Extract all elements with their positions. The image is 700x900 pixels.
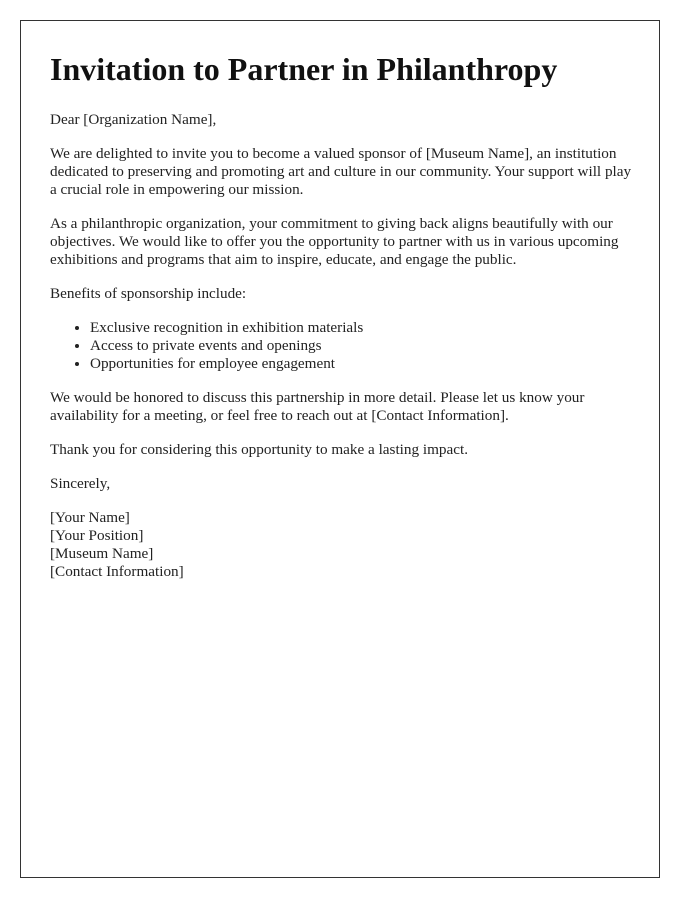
benefit-item: • Exclusive recognition in exhibition materials	[90, 319, 640, 337]
benefits-intro: Benefits of sponsorship include:	[50, 285, 247, 302]
salutation: Dear [Organization Name],	[50, 111, 217, 128]
signature-contact: [Contact Information]	[50, 563, 184, 580]
benefits-list	[50, 319, 640, 373]
letter-page	[20, 20, 660, 878]
paragraph-intro: We are delighted to invite you to become a valued sponsor of [Museum Name], an institution dedicated to preserving and promoting art and culture in our community. Your support will play a crucial role in empowering our mission.	[50, 145, 632, 198]
paragraph-partnership: As a philanthropic organization, your commitment to giving back aligns beautifully with our objectives. We would like to offer you the opportunity to partner with us in various upcoming exhibitions and programs that aim to inspire, educate, and engage the public.	[50, 215, 619, 268]
paragraph-discuss: We would be honored to discuss this partnership in more detail. Please let us know your availability for a meeting, or feel free to reach out at [Contact Information].	[50, 389, 585, 424]
letter-content	[50, 49, 640, 581]
benefit-item: • Access to private events and openings	[90, 337, 640, 355]
signature-block	[50, 509, 640, 581]
benefit-item: • Opportunities for employee engagement	[90, 355, 640, 373]
closing: Sincerely,	[50, 475, 111, 492]
letter-title: Invitation to Partner in Philanthropy	[50, 51, 558, 87]
signature-name: [Your Name]	[50, 509, 130, 526]
signature-position: [Your Position]	[50, 527, 144, 544]
paragraph-thanks: Thank you for considering this opportunity to make a lasting impact.	[50, 441, 468, 458]
signature-museum: [Museum Name]	[50, 545, 154, 562]
